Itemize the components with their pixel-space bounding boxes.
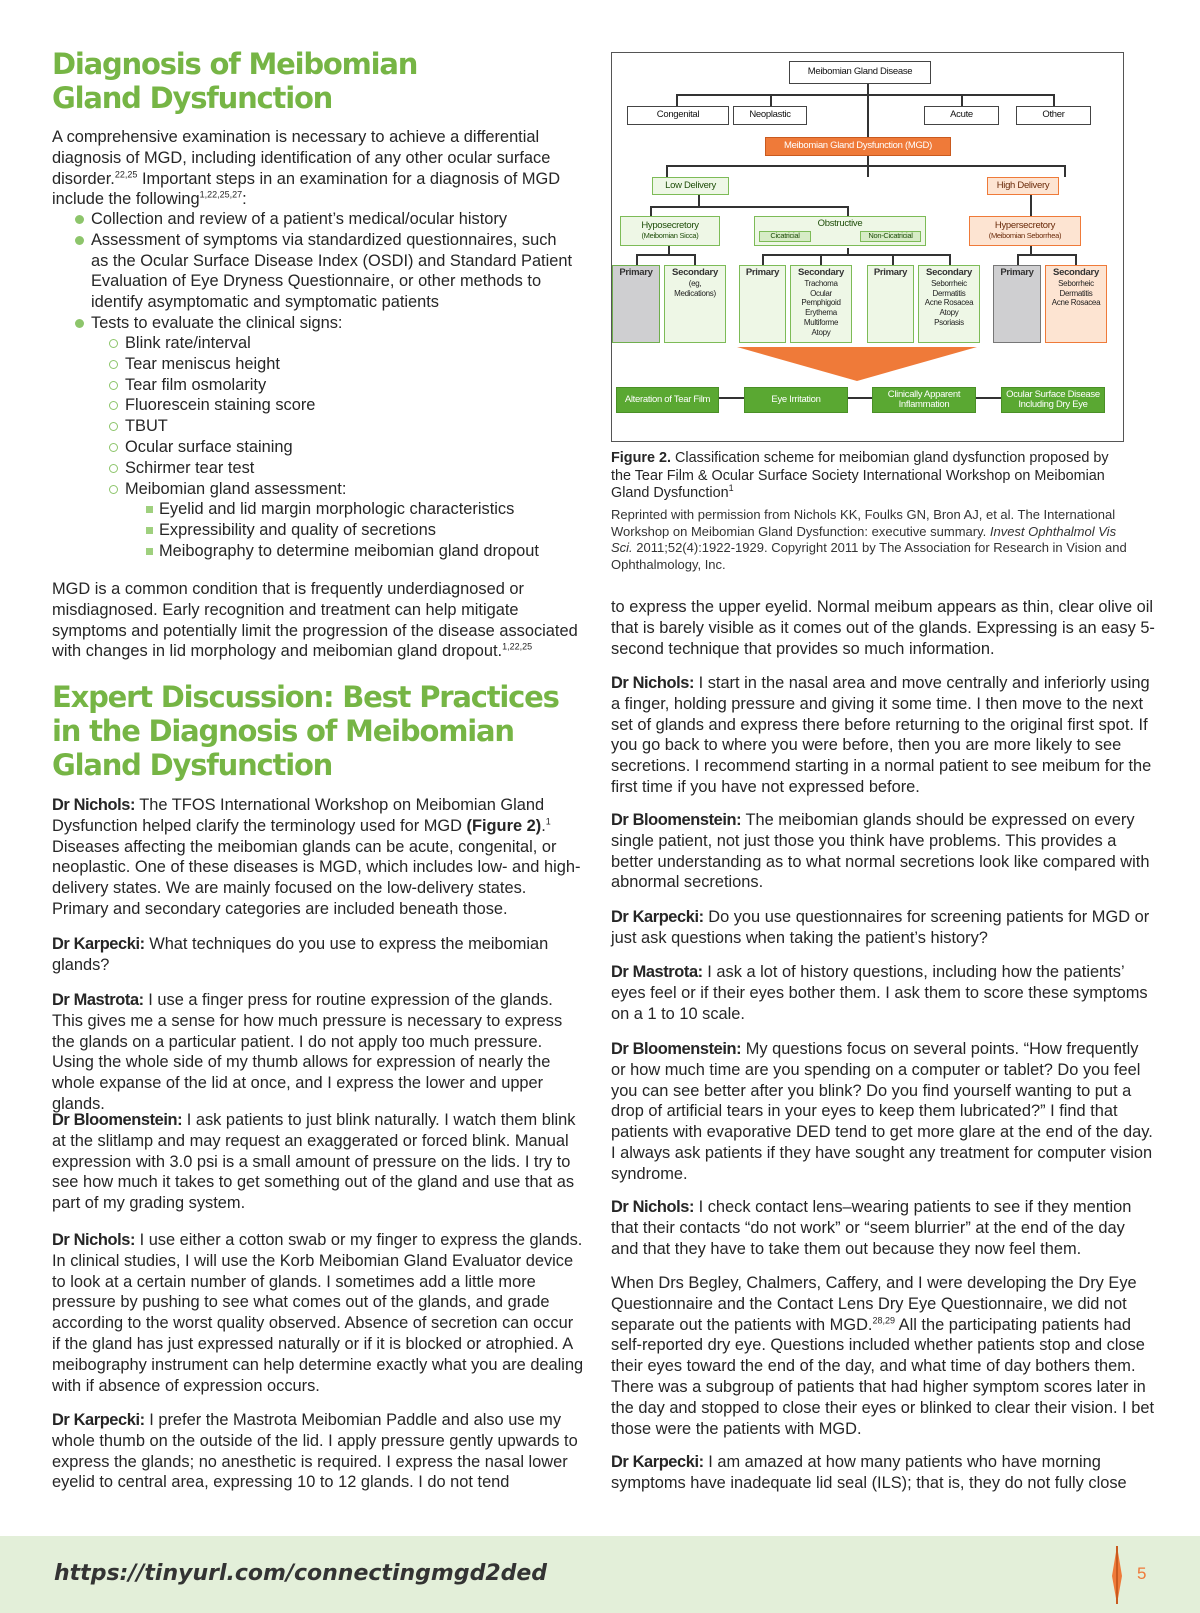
node-label: Secondary [672,267,718,278]
paragraph-text: I start in the nasal area and move centrally and inferiorly using a finger, holding pressure and giving it some time. I then move to the next set of glands and express there before returning to the original first spot. If you go back to where you were before, then you are more likely to see secretions. I recommend starting in a normal patient to see meibum for the first time if you have not expressed before. [611,674,1152,796]
node-secondary [918,265,980,343]
ref: 28,29 [872,1315,896,1326]
speaker-name: Dr Mastrota: [52,991,144,1009]
discussion-paragraph [611,962,1156,1024]
intro-text-2: Important steps in an examination for a diagnosis of MGD include the following [52,169,561,209]
node-item: Seborrheic [931,278,967,288]
ref: 22,25 [114,169,138,180]
paragraph-text: I am amazed at how many patients who have morning symptoms have inadequate lid seal (ILS); that is, they do not fully close [611,1453,1127,1492]
list-item: Ocular surface staining [50,437,575,458]
node-sublabel: (Meibomian Seborrhea) [988,231,1062,240]
node-item: Acne Rosacea [924,298,974,308]
connector-line [676,94,678,106]
node-acute: Acute [924,106,999,125]
connector-line [847,206,849,216]
discussion-paragraph [52,1110,584,1214]
node-label: Secondary [926,267,972,278]
section-heading-diagnosis: Diagnosis of Meibomian Gland Dysfunction [52,47,418,115]
connector-line [668,245,670,254]
node-root: Meibomian Gland Disease [789,61,931,84]
connector-line [1030,193,1032,216]
node-label: Secondary [1053,267,1099,278]
discussion-paragraph [611,597,1156,659]
paragraph-text: . [541,816,546,835]
discussion-paragraph [52,934,584,976]
mgd-classification-figure [611,52,1124,442]
speaker-name: Dr Bloomenstein: [611,811,742,829]
discussion-paragraph [611,1273,1156,1439]
outcome-dry-eye: Ocular Surface Disease Including Dry Eye [1001,387,1105,413]
figure-reference: (Figure 2) [466,816,542,835]
node-item: Dermatitis [1059,288,1093,298]
paragraph-text: What techniques do you use to express the meibomian glands? [52,935,549,974]
journal-name: Invest Ophthalmol Vis Sci. [611,523,1117,555]
discussion-paragraph [611,1039,1156,1185]
ref: 1,22,25 [502,641,533,652]
list-item: Fluorescein staining score [50,395,575,416]
node-primary [739,265,786,343]
node-label: Obstructive [817,218,863,229]
node-label: Hypersecretory [994,219,1056,231]
intro-paragraph [52,127,577,210]
node-item: Medications) [674,288,716,298]
speaker-name: Dr Nichols: [52,796,136,814]
connector-line [666,165,1066,167]
discussion-paragraph [52,795,584,920]
outcome-eye-irritation: Eye Irritation [744,387,848,413]
footer-link[interactable]: https://tinyurl.com/connectingmgd2ded [54,1561,548,1586]
paragraph-text: My questions focus on several points. “How frequently or how much time are you spending on a computer or tablet? Do you feel you can see better after you blink? Do you find yourself wanting to put a drop of artificial tears in your eyes to keep them lubricated?” I find that patients with evaporative DED tend to get more glare at the end of the day. I always ask patients if they have sought any treatment for computer vision syndrome. [611,1040,1153,1183]
outcome-inflammation: Clinically Apparent Inflammation [872,387,976,413]
page-footer [0,1536,1200,1613]
discussion-paragraph [611,1197,1156,1259]
outcome-tear-film: Alteration of Tear Film [616,387,719,413]
speaker-name: Dr Nichols: [611,674,695,692]
node-label: Primary [619,267,653,278]
credit-text: 2011;52(4):1922-1929. Copyright 2011 by The Association for Research in Vision and Ophthalmology, Inc. [611,540,1127,572]
discussion-paragraph [611,673,1156,798]
paragraph-text: I use a finger press for routine expression of the glands. This gives me a sense for how much pressure is necessary to express the glands on a particular patient. I do not apply too much pressure. Using the whole side of my thumb allows for expression of nearly the whole expanse of the lid at once, and I express the lower and upper glands. [52,991,563,1113]
pencil-marker-icon [1110,1546,1124,1604]
list-item: Eyelid and lid margin morphologic characteristics [50,499,590,520]
node-high-delivery: High Delivery [987,177,1059,195]
list-item: Collection and review of a patient’s medical/ocular history [50,209,575,230]
paragraph-text: I use either a cotton swab or my finger to express the glands. In clinical studies, I will use the Korb Meibomian Gland Evaluator device to look at a certain number of glands. I sometimes add a little more pressure by pushing to see what comes out of the glands, and grade according to the worst quality observed. Absence of secretion can occur if the gland has just expressed naturally or if it is blocked or atrophied. A meibography instrument can help determine exactly what you are dealing with if absence of expression occurs. [52,1231,584,1395]
connector-line [636,254,638,265]
node-item: Dermatitis [932,288,966,298]
mgd-text: MGD is a common condition that is frequently underdiagnosed or misdiagnosed. Early recognition and treatment can help mitigate symptoms and potentially limit the progression of the disease associated with changes in lid morphology and meibomian gland dropout. [52,580,578,661]
connector-line [892,254,894,265]
speaker-name: Dr Bloomenstein: [611,1040,742,1058]
connector-line [650,206,652,216]
list-item: Blink rate/interval [50,333,575,354]
clinical-signs-list [50,333,575,499]
node-other: Other [1016,106,1091,125]
discussion-paragraph [611,1452,1156,1494]
node-item: Psoriasis [934,317,964,327]
paragraph-text: I ask patients to just blink naturally. I watch them blink at the slitlamp and may request an exaggerated or forced blink. Manual expression with 3.0 psi is a small amount of pressure on the lids. I try to see how much it takes to get something out of the gland and use that as part of my grading system. [52,1111,576,1213]
connector-line [650,206,848,208]
node-item: Acne Rosacea [1051,298,1101,308]
node-non-cicatricial: Non-Cicatricial [860,231,921,242]
paragraph-text: Diseases affecting the meibomian glands can be acute, congenital, or neoplastic. One of these diseases is MGD, which includes low- and high-delivery states. We are mainly focused on the low-delivery states. Primary and secondary categories are included beneath those. [52,837,581,918]
list-item: Meibography to determine meibomian gland dropout [50,541,590,562]
speaker-name: Dr Nichols: [611,1198,695,1216]
gland-assessment-list [50,499,590,561]
connector-line [762,254,950,256]
list-item: Meibomian gland assessment: [50,479,575,500]
node-cicatricial: Cicatricial [759,231,811,242]
connector-line [636,254,695,256]
node-item: Pemphigoid [801,298,841,308]
reprint-credit [611,507,1141,573]
connector-line [961,94,963,106]
node-sublabel: (Meibomian Sicca) [641,231,699,240]
figure-caption [611,450,1131,503]
paragraph-text: When Drs Begley, Chalmers, Caffery, and I were developing the Dry Eye Questionnaire and the Contact Lens Dry Eye Questionnaire, we did not separate out the patients with MGD. [611,1274,1137,1334]
node-hypersecretory [969,216,1081,246]
speaker-name: Dr Karpecki: [611,1453,704,1471]
intro-end: : [242,190,247,209]
node-primary [612,265,660,343]
node-label: Secondary [798,267,844,278]
credit-text: Reprinted with permission from Nichols KK, Foulks GN, Bron AJ, et al. The International Workshop on Meibomian Gland Dysfunction: executive summary. [611,507,1116,539]
ref: 1,22,25,27 [199,189,243,200]
node-mgd: Meibomian Gland Dysfunction (MGD) [765,137,951,156]
caption-text: Classification scheme for meibomian gland dysfunction proposed by the Tear Film & Ocular Surface Society International Workshop on Meibomian Gland Dysfunction [611,450,1109,501]
paragraph-text: Do you use questionnaires for screening patients for MGD or just ask questions when taking the patient’s history? [611,908,1150,947]
node-secondary [790,265,852,343]
discussion-paragraph [611,810,1156,893]
connector-line [1017,254,1076,256]
node-item: Seborrheic [1058,278,1094,288]
discussion-paragraph [52,1410,584,1493]
speaker-name: Dr Mastrota: [611,963,703,981]
page-number: 5 [1137,1564,1147,1583]
node-primary [993,265,1041,343]
node-item: Ocular [810,288,832,298]
paragraph-text: to express the upper eyelid. Normal meibum appears as thin, clear olive oil that is barely visible as it comes out of the glands. Expressing is an easy 5-second technique that provides so much information. [611,598,1155,658]
node-congenital: Congenital [627,106,729,125]
paragraph-text: The meibomian glands should be expressed on every single patient, not just those you think have problems. This provides a better understanding as to what normal secretions look like compared with abnormal secretions. [611,811,1150,892]
intro-text: A comprehensive examination is necessary to achieve a differential diagnosis of MGD, including identification of any other ocular surface disorder. [52,128,551,188]
node-hyposecretory [620,216,720,246]
node-label: Primary [873,267,908,278]
paragraph-text: I ask a lot of history questions, including how the patients’ eyes feel or if their eyes bother them. I ask them to score these symptoms on a 1 to 10 scale. [611,963,1148,1023]
list-item: Schirmer tear test [50,458,575,479]
connector-line [867,84,869,141]
paragraph-text: The TFOS International Workshop on Meibomian Gland Dysfunction helped clarify the terminology used for MGD [52,796,545,835]
speaker-name: Dr Karpecki: [52,935,145,953]
list-item: Tear film osmolarity [50,375,575,396]
node-primary [867,265,914,343]
list-item: Tear meniscus height [50,354,575,375]
connector-line [1075,254,1077,265]
node-label: Primary [1000,267,1034,278]
speaker-name: Dr Nichols: [52,1231,136,1249]
node-item: Trachoma [804,278,838,288]
connector-line [1030,245,1032,254]
funnel-arrow-icon [737,347,977,381]
connector-line [762,254,764,265]
connector-line [1064,165,1066,177]
node-secondary [1045,265,1107,343]
node-item: Erythema [805,308,837,318]
speaker-name: Dr Bloomenstein: [52,1111,183,1129]
ref: 1 [545,816,551,827]
paragraph-text: All the participating patients had self-reported dry eye. Questions included whether patients stop and close their eyes toward the end of the day, and what time of day bothers them. There was a subgroup of patients that had higher symptom scores later in the day and stopped to close their eyes or blinked to clear their vision. I bet those were the patients with MGD. [611,1315,1155,1438]
connector-line [666,165,668,177]
node-secondary [664,265,726,343]
list-item: Expressibility and quality of secretions [50,520,590,541]
list-item: Assessment of symptoms via standardized questionnaires, such as the Ocular Surface Disease Index (OSDI) and Standard Patient Evaluation of Eye Dryness Questionnaire, or other methods to identify asymptomatic and symptomatic patients [50,230,575,313]
connector-line [676,94,1054,96]
connector-line [1017,254,1019,265]
section-heading-expert-discussion: Expert Discussion: Best Practices in the Diagnosis of Meibomian Gland Dysfunction [52,680,559,782]
node-neoplastic: Neoplastic [733,106,807,125]
ref: 1 [728,483,734,494]
connector-line [694,254,696,265]
connector-line [770,94,772,106]
speaker-name: Dr Karpecki: [611,908,704,926]
list-item: TBUT [50,416,575,437]
node-low-delivery: Low Delivery [652,177,729,195]
node-label: Hyposecretory [641,219,699,231]
node-item: Multiforme [803,317,839,327]
speaker-name: Dr Karpecki: [52,1411,145,1429]
discussion-paragraph [52,990,584,1115]
discussion-paragraph [611,907,1156,949]
paragraph-text: I prefer the Mastrota Meibomian Paddle and also use my whole thumb on the outside of the lid. I apply pressure gently upwards to express the glands; no anesthetic is required. I express the nasal lower eyelid to central area, expressing 10 to 12 glands. I do not tend [52,1411,578,1492]
node-item: Atopy [939,308,959,318]
node-item: Atopy [811,327,831,337]
node-label: Primary [745,267,780,278]
list-item: Tests to evaluate the clinical signs: [50,313,575,334]
figure-label: Figure 2. [611,450,671,466]
exam-steps-list [50,209,575,334]
paragraph-text: I check contact lens–wearing patients to see if they mention that their contacts “do not work” or “seem blurrier” at the end of the day and that they have to take them out because they now feel them. [611,1198,1132,1258]
node-item: (eg, [688,278,702,288]
discussion-paragraph [52,1230,584,1396]
connector-line [820,254,822,265]
connector-line [1053,94,1055,106]
connector-line [949,254,951,265]
mgd-paragraph [52,579,584,662]
